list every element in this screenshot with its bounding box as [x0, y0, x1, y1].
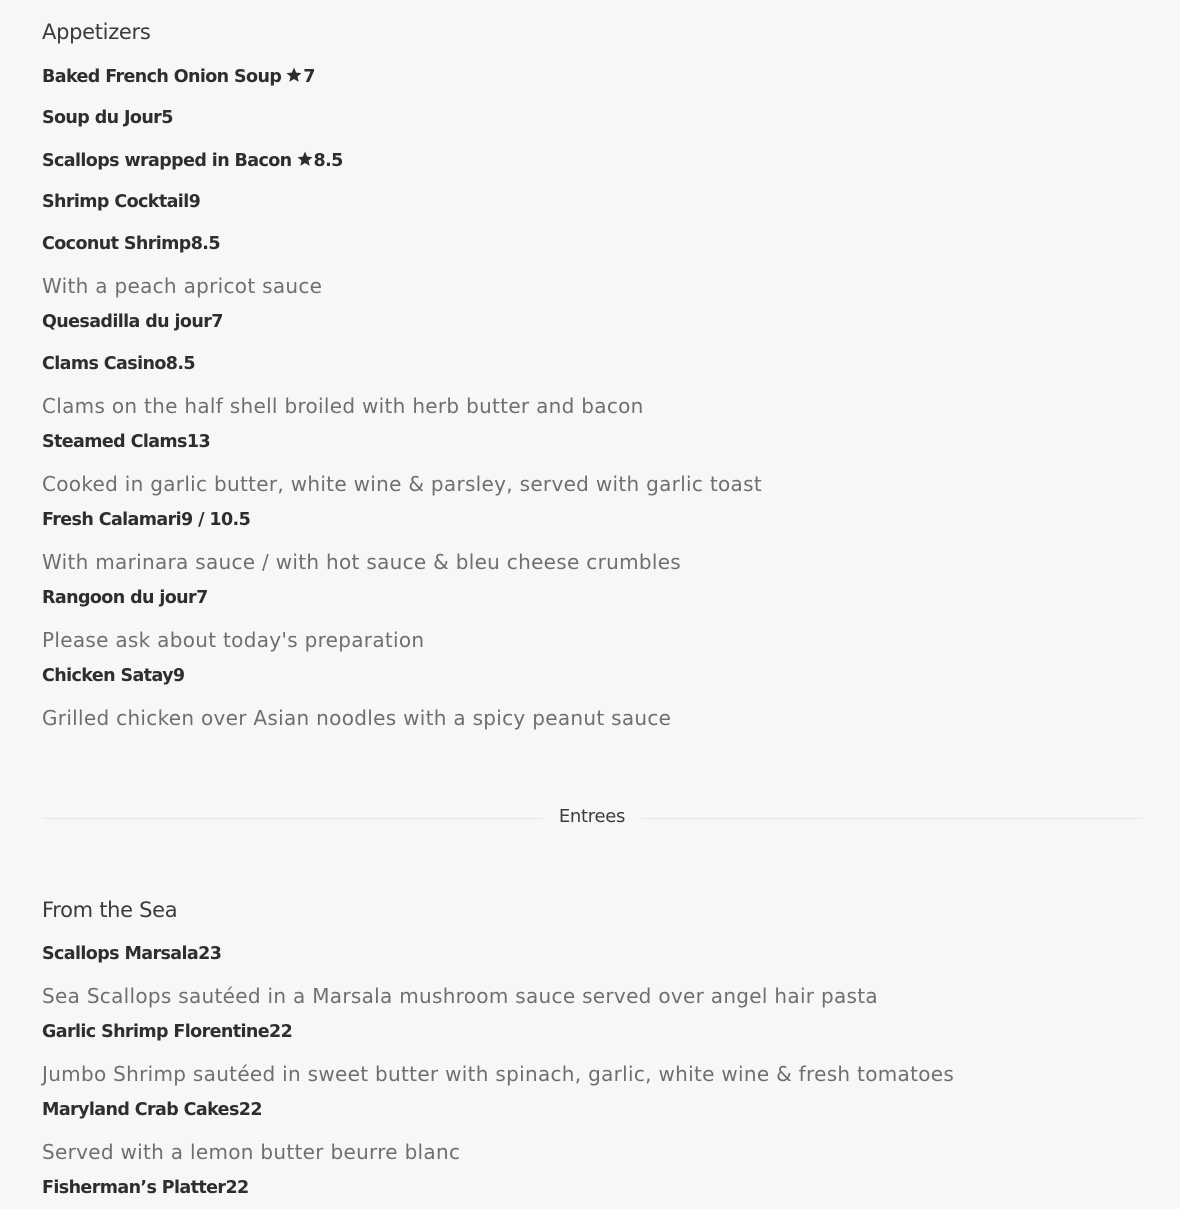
item-price: 8.5	[313, 151, 343, 171]
menu-item	[42, 510, 250, 530]
item-price: 7	[303, 67, 315, 87]
item-price: 7	[211, 312, 223, 332]
divider-label-entrees: Entrees	[543, 806, 641, 827]
item-name: Soup du Jour	[42, 108, 162, 128]
item-description: Sea Scallops sautéed in a Marsala mushroom sauce served over angel hair pasta	[42, 984, 878, 1008]
menu-item	[42, 66, 315, 87]
item-price: 8.5	[190, 234, 220, 254]
item-description: With a peach apricot sauce	[42, 274, 323, 298]
menu-item	[42, 432, 210, 452]
menu-item	[42, 108, 173, 128]
item-name: Scallops wrapped in Bacon	[42, 151, 292, 171]
menu-item	[42, 150, 343, 171]
item-price: 9	[188, 192, 201, 212]
item-name: Quesadilla du jour	[42, 312, 212, 332]
item-price: 9	[172, 666, 185, 686]
section-divider	[0, 806, 1180, 827]
item-price: 9 / 10.5	[181, 510, 251, 530]
star-icon	[296, 150, 314, 168]
section-divider-line	[42, 818, 1142, 819]
item-name: Clams Casino	[42, 354, 166, 374]
item-name: Garlic Shrimp Florentine	[42, 1022, 270, 1042]
menu-item	[42, 588, 208, 608]
item-description: Served with a lemon butter beurre blanc	[42, 1140, 461, 1164]
item-description: With marinara sauce / with hot sauce & bleu cheese crumbles	[42, 550, 682, 574]
section-heading-from-the-sea: From the Sea	[42, 898, 178, 922]
item-name: Maryland Crab Cakes	[42, 1100, 239, 1120]
menu-item	[42, 354, 195, 374]
item-description: Jumbo Shrimp sautéed in sweet butter with spinach, garlic, white wine & fresh tomatoes	[42, 1062, 955, 1086]
item-description: Grilled chicken over Asian noodles with a spicy peanut sauce	[42, 706, 672, 730]
item-price: 7	[196, 588, 208, 608]
item-price: 8.5	[165, 354, 195, 374]
item-price: 5	[161, 108, 173, 128]
item-name: Steamed Clams	[42, 432, 187, 452]
item-price: 23	[198, 944, 222, 964]
item-name: Chicken Satay	[42, 666, 173, 686]
menu-item	[42, 312, 223, 332]
item-name: Coconut Shrimp	[42, 234, 191, 254]
item-price: 13	[186, 432, 211, 452]
menu-item	[42, 944, 221, 964]
menu-item	[42, 1178, 249, 1198]
item-name: Baked French Onion Soup	[42, 67, 282, 87]
item-price: 22	[225, 1178, 249, 1198]
star-icon	[285, 66, 303, 84]
item-price: 22	[269, 1022, 293, 1042]
menu-item	[42, 1022, 292, 1042]
item-name: Fisherman’s Platter	[42, 1178, 226, 1198]
item-description: Cooked in garlic butter, white wine & parsley, served with garlic toast	[42, 472, 762, 496]
menu-item	[42, 666, 185, 686]
item-price: 22	[238, 1100, 262, 1120]
item-name: Rangoon du jour	[42, 588, 197, 608]
menu-item	[42, 192, 200, 212]
menu-item	[42, 234, 220, 254]
item-name: Shrimp Cocktail	[42, 192, 189, 212]
item-name: Scallops Marsala	[42, 944, 199, 964]
section-heading-appetizers: Appetizers	[42, 20, 151, 44]
item-name: Fresh Calamari	[42, 510, 182, 530]
item-description: Please ask about today's preparation	[42, 628, 425, 652]
menu-item	[42, 1100, 262, 1120]
item-description: Clams on the half shell broiled with herb butter and bacon	[42, 394, 644, 418]
